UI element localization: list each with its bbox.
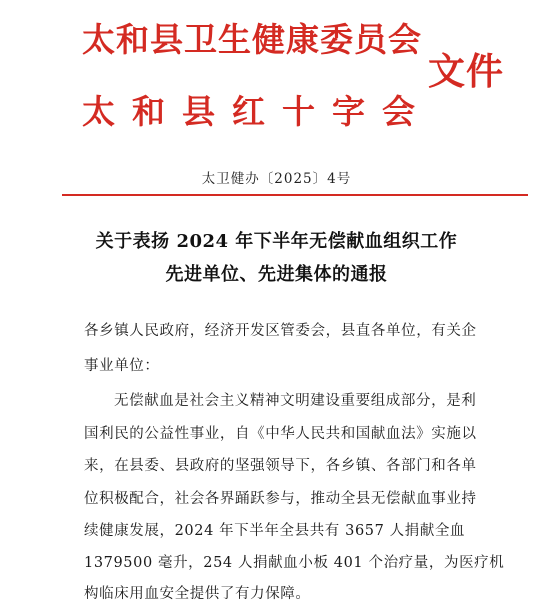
document-title-line-2: 先进单位、先进集体的通报 <box>165 264 388 285</box>
body-paragraph-line: 1379500 毫升，254 人捐献血小板 401 个治疗量，为医疗机 <box>84 555 505 571</box>
body-paragraph-line: 位积极配合，社会各界踊跃参与，推动全县无偿献血事业持 <box>84 491 477 507</box>
letterhead-document-suffix: 文件 <box>428 50 504 93</box>
body-paragraph-line: 来，在县委、县政府的坚强领导下，各乡镇、各部门和各单 <box>84 458 477 474</box>
letterhead-org-red-cross: 太和县红十字会 <box>82 92 432 131</box>
body-paragraph-line: 续健康发展，2024 年下半年全县共有 3657 人捐献全血 <box>84 523 466 539</box>
body-paragraph-line: 无偿献血是社会主义精神文明建设重要组成部分，是利 <box>114 393 477 409</box>
body-addressee-line-2: 事业单位： <box>84 358 160 374</box>
letterhead-org-health-commission: 太和县卫生健康委员会 <box>82 20 422 59</box>
document-number: 太卫健办〔2025〕4号 <box>201 171 352 187</box>
document-title-line-1: 关于表扬 2024 年下半年无偿献血组织工作 <box>95 231 458 252</box>
body-paragraph-line: 国利民的公益性事业，自《中华人民共和国献血法》实施以 <box>84 426 477 442</box>
body-paragraph-line: 构临床用血安全提供了有力保障。 <box>84 586 311 602</box>
body-addressee-line-1: 各乡镇人民政府，经济开发区管委会，县直各单位，有关企 <box>84 323 477 339</box>
letterhead-red-divider <box>62 194 528 196</box>
